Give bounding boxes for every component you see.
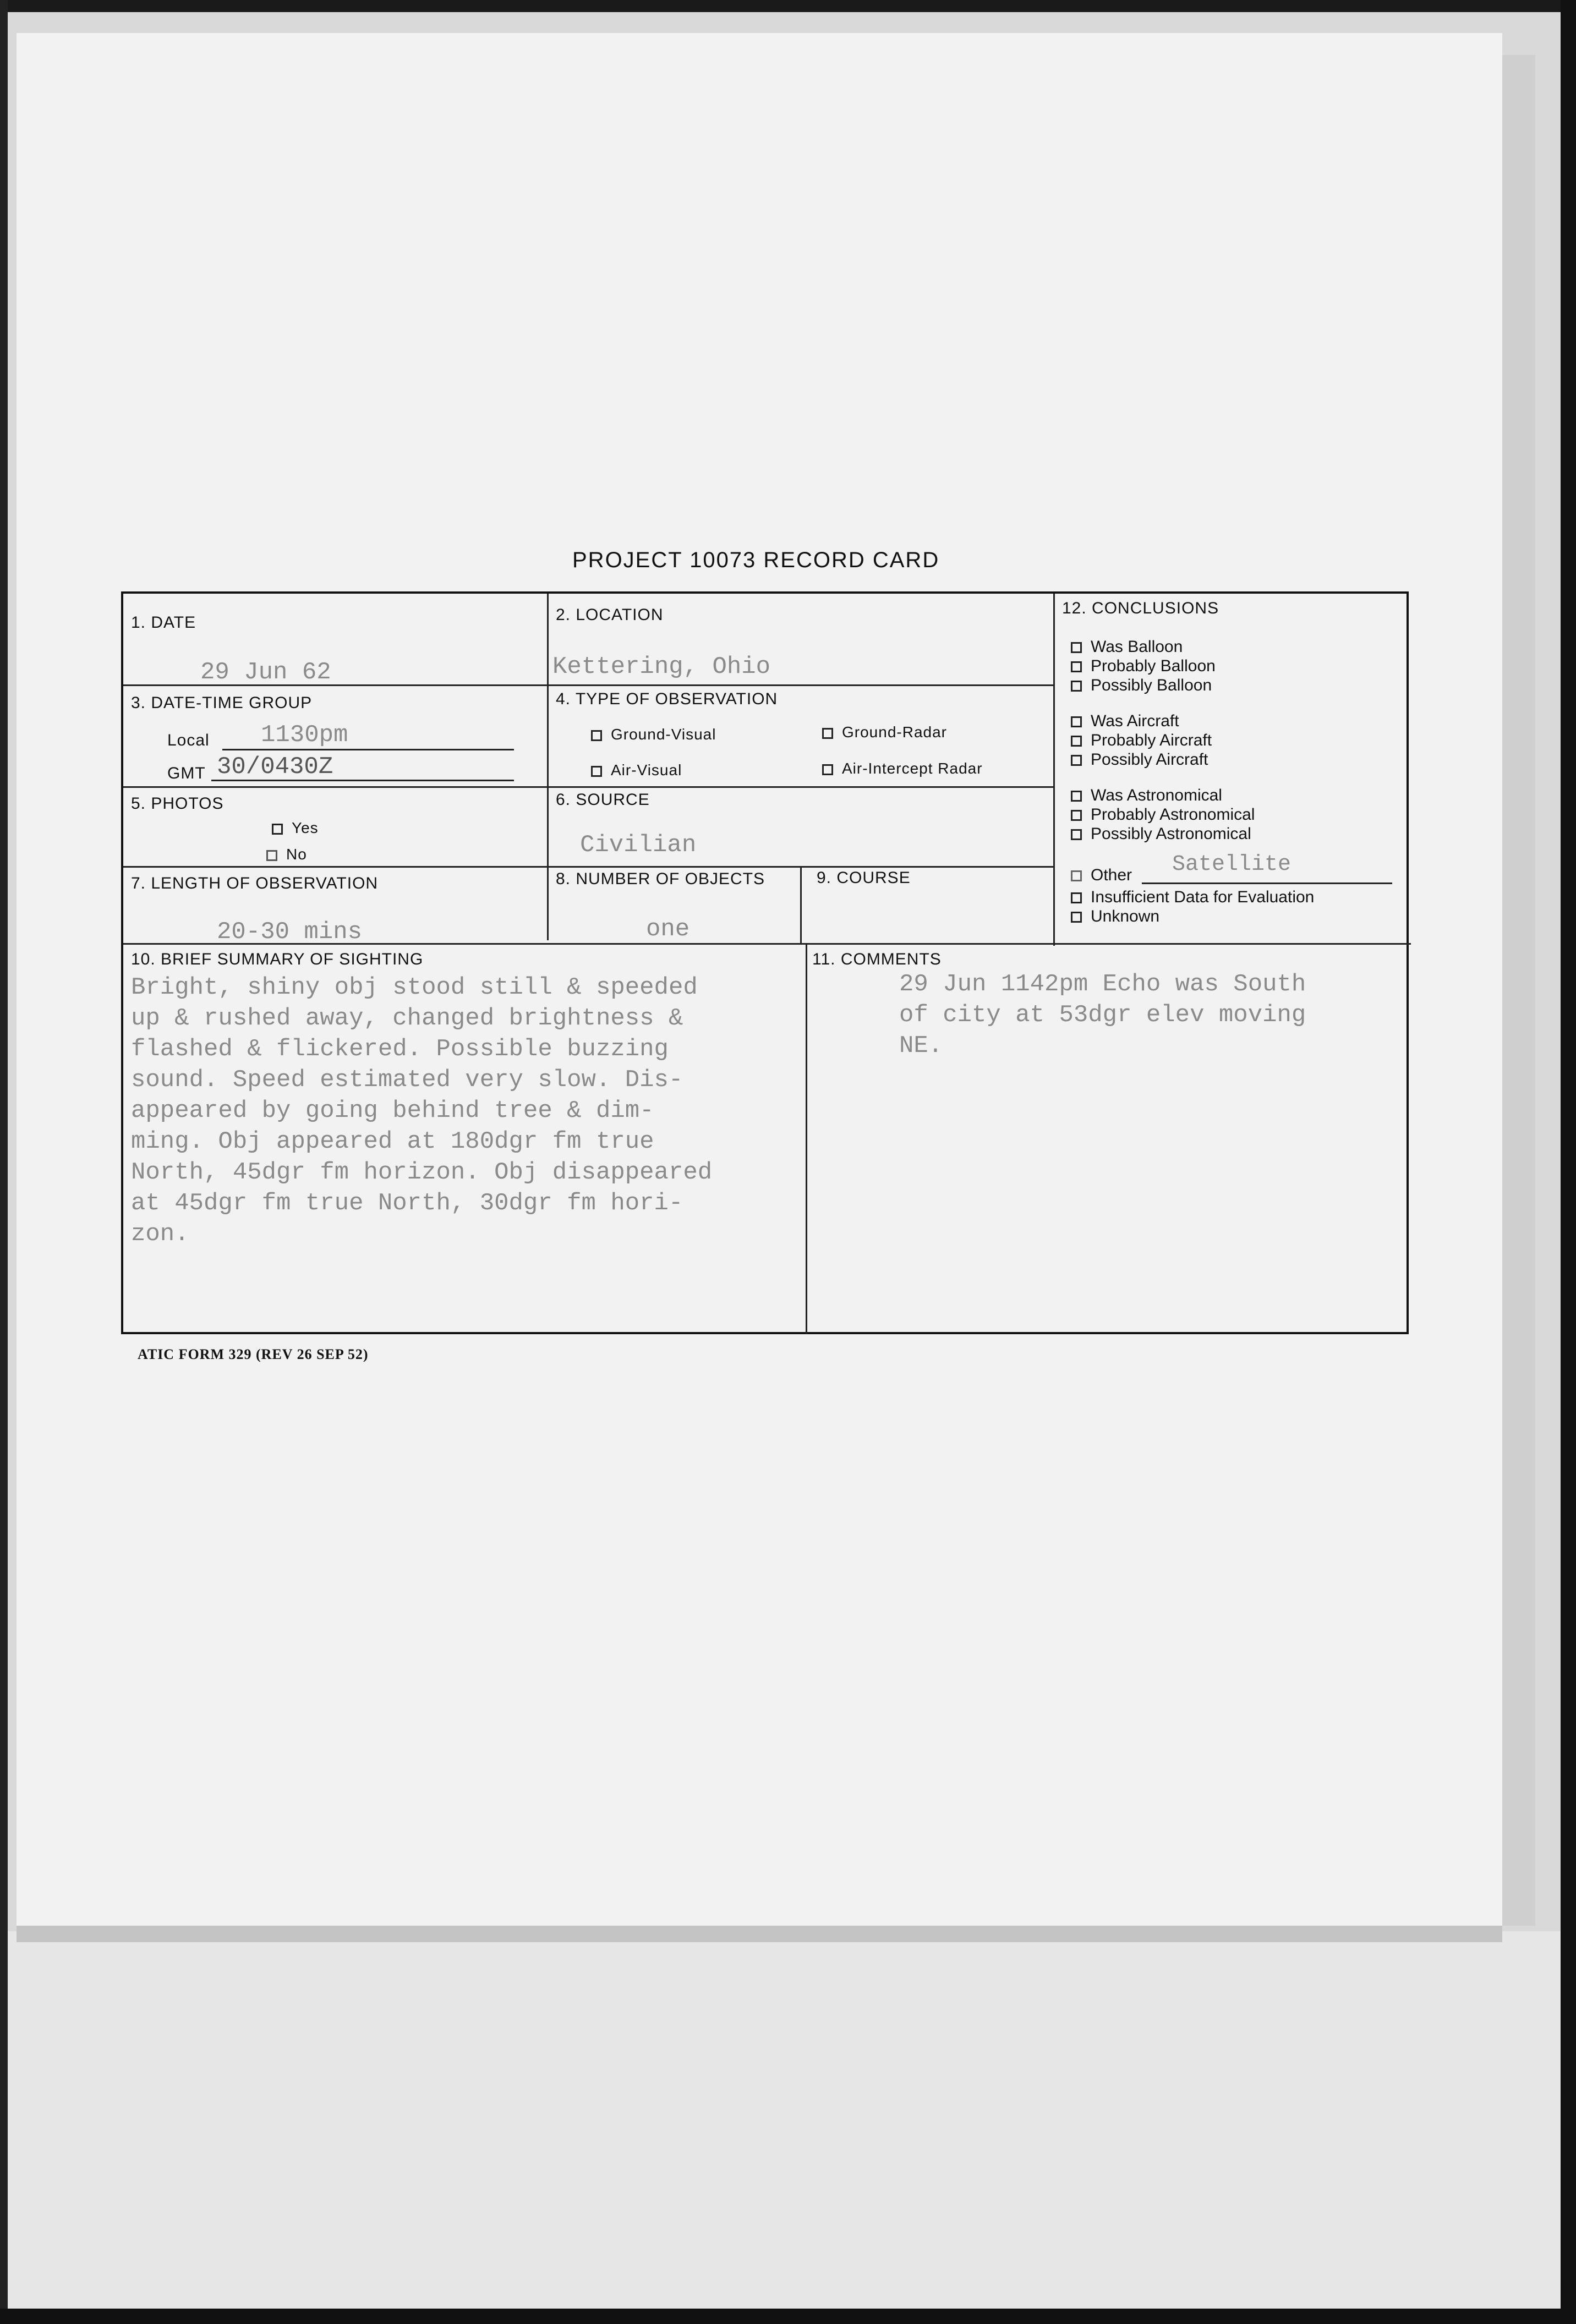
length-value: 20-30 mins: [217, 918, 363, 946]
num-objects-value: one: [646, 916, 690, 943]
location-label: 2. LOCATION: [556, 606, 664, 624]
divider: [123, 866, 1053, 868]
scan-border-right: [1561, 0, 1576, 2324]
comments-text: 29 Jun 1142pm Echo was South of city at 53dgr elev moving NE.: [899, 971, 1306, 1060]
scan-background: [0, 1931, 1576, 2324]
summary-label: 10. BRIEF SUMMARY OF SIGHTING: [131, 950, 424, 968]
location-value: Kettering, Ohio: [552, 653, 771, 681]
other-line: [1142, 883, 1392, 884]
length-label: 7. LENGTH OF OBSERVATION: [131, 874, 379, 892]
record-card: [121, 591, 1409, 1334]
sheet-edge: [17, 1926, 1502, 1942]
course-label: 9. COURSE: [817, 869, 911, 887]
opt-air-visual: Air-Visual: [591, 761, 682, 779]
conclusions-list: [1062, 632, 1403, 940]
gmt-label: GMT: [167, 764, 206, 782]
divider: [547, 594, 549, 940]
num-objects-label: 8. NUMBER OF OBJECTS: [556, 870, 765, 888]
divider: [806, 943, 807, 1334]
scan-border-top: [0, 0, 1576, 12]
card-title: PROJECT 10073 RECORD CARD: [572, 548, 940, 572]
divider: [1053, 594, 1055, 946]
divider: [800, 866, 802, 943]
conclusions-label: 12. CONCLUSIONS: [1062, 599, 1219, 617]
photos-label: 5. PHOTOS: [131, 794, 224, 813]
date-value: 29 Jun 62: [200, 659, 331, 686]
divider: [547, 786, 1053, 788]
source-value: Civilian: [580, 831, 697, 859]
concl-item: Unknown: [1071, 907, 1159, 926]
scan-border-left: [0, 0, 8, 2324]
concl-item: Probably Aircraft: [1071, 731, 1212, 750]
comments-label: 11. COMMENTS: [812, 950, 942, 968]
type-obs-label: 4. TYPE OF OBSERVATION: [556, 690, 778, 708]
concl-item: Possibly Aircraft: [1071, 750, 1208, 769]
concl-item: Probably Astronomical: [1071, 805, 1255, 824]
summary-text: Bright, shiny obj stood still & speeded up & rushed away, changed brightness & flashed & flickered. Possible buzzing sound. Speed estimated very slow. Dis- appeared by going behind tree & dim- ming. Obj appeared at 180dgr fm true North, 45dgr fm horizon. Obj disappeared at 45dgr fm true North, 30dgr fm hori- zon.: [131, 974, 713, 1248]
concl-other: Other: [1071, 866, 1132, 885]
concl-item: Was Aircraft: [1071, 712, 1179, 731]
opt-ground-radar: Ground-Radar: [822, 723, 947, 741]
source-label: 6. SOURCE: [556, 791, 650, 809]
local-label: Local: [167, 731, 210, 749]
concl-item: Possibly Astronomical: [1071, 825, 1251, 843]
other-value: Satellite: [1172, 852, 1292, 877]
photos-yes: Yes: [272, 819, 319, 837]
concl-item: Insufficient Data for Evaluation: [1071, 888, 1314, 907]
form-id: ATIC FORM 329 (REV 26 SEP 52): [138, 1346, 369, 1362]
opt-air-intercept-radar: Air-Intercept Radar: [822, 760, 983, 777]
dtg-label: 3. DATE-TIME GROUP: [131, 694, 313, 712]
concl-item: Possibly Balloon: [1071, 676, 1212, 695]
opt-ground-visual: Ground-Visual: [591, 726, 716, 743]
concl-item: Was Astronomical: [1071, 786, 1222, 805]
date-label: 1. DATE: [131, 613, 196, 632]
gmt-value: 30/0430Z: [217, 753, 333, 781]
photos-no: No: [266, 846, 307, 863]
concl-item: Was Balloon: [1071, 638, 1183, 656]
local-line: [222, 749, 514, 750]
divider: [123, 786, 547, 788]
concl-item: Probably Balloon: [1071, 657, 1216, 676]
local-value: 1130pm: [261, 721, 348, 749]
scan-border-bottom: [0, 2309, 1576, 2324]
